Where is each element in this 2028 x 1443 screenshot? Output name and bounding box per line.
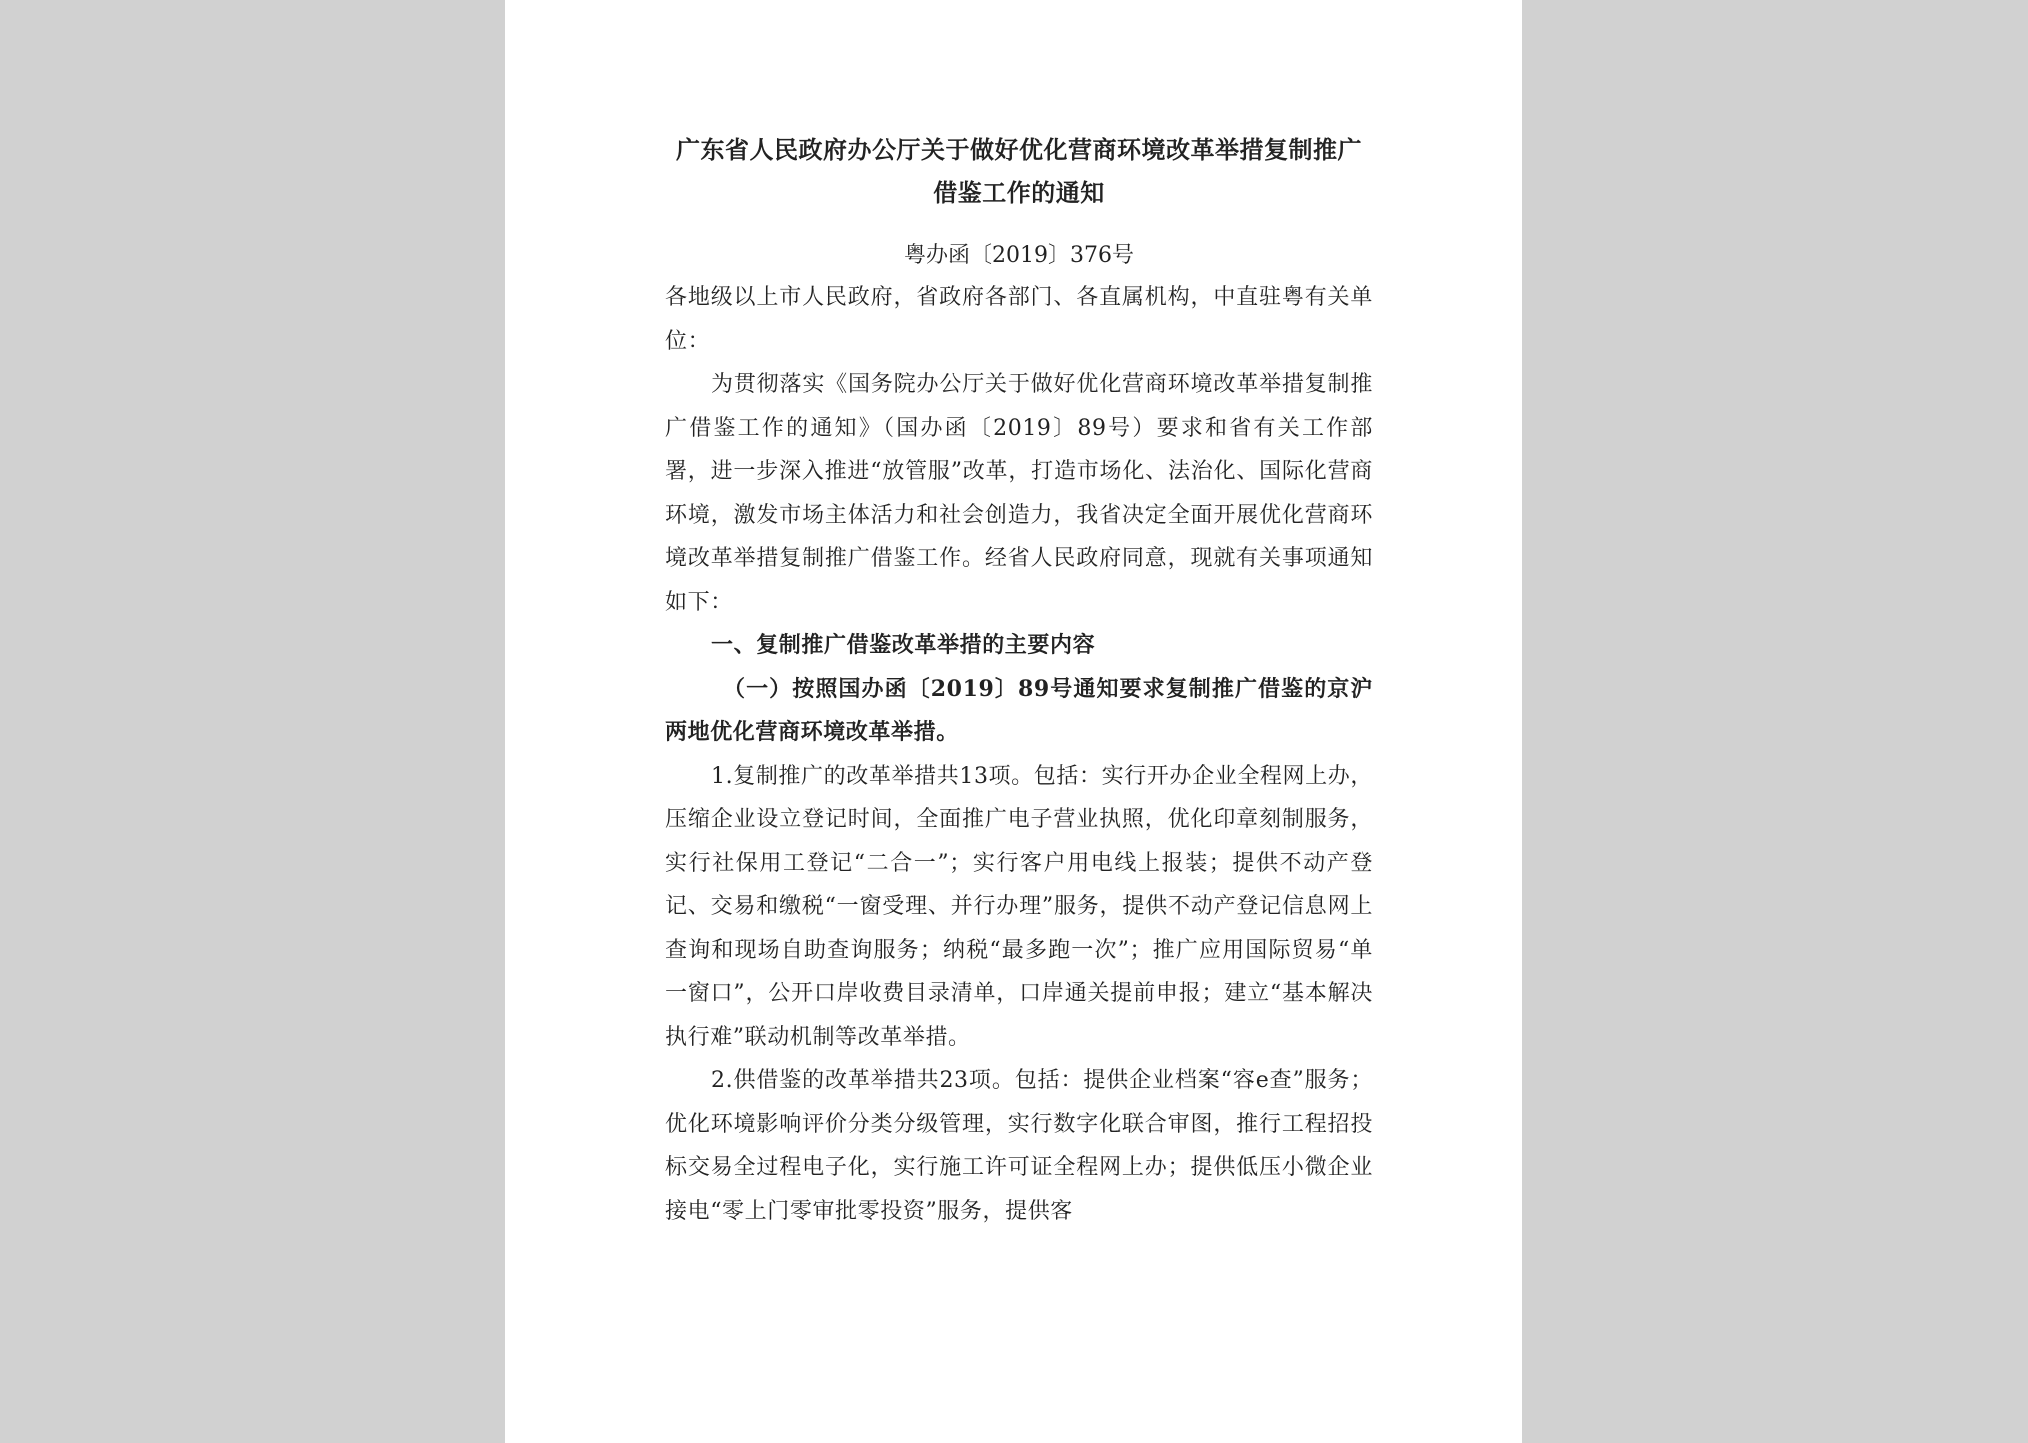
list-item-2: 2.供借鉴的改革举措共23项。包括：提供企业档案“容e查”服务；优化环境影响评价分类分级管理，实行数字化联合审图，推行工程招投标交易全过程电子化，实行施工许可证全程网上办；提供低压小微企业接电“零上门零审批零投资”服务，提供客 [665,1068,1373,1224]
section-heading-1: 一、复制推广借鉴改革举措的主要内容 [711,632,1096,658]
document-page [505,0,1522,1443]
document-title: 广东省人民政府办公厅关于做好优化营商环境改革举措复制推广借鉴工作的通知 [676,135,1362,207]
document-body [665,128,1373,1233]
subsection-heading-1: （一）按照国办函〔2019〕89号通知要求复制推广借鉴的京沪两地优化营商环境改革举措。 [665,675,1373,745]
list-item-1: 1.复制推广的改革举措共13项。包括：实行开办企业全程网上办，压缩企业设立登记时间，全面推广电子营业执照，优化印章刻制服务，实行社保用工登记“二合一”；实行客户用电线上报装；提供不动产登记、交易和缴税“一窗受理、并行办理”服务，提供不动产登记信息网上查询和现场自助查询服务；纳税“最多跑一次”；推广应用国际贸易“单一窗口”，公开口岸收费目录清单，口岸通关提前申报；建立“基本解决执行难”联动机制等改革举措。 [665,763,1373,1050]
salutation: 各地级以上市人民政府，省政府各部门、各直属机构，中直驻粤有关单位： [665,285,1373,354]
document-number: 粤办函〔2019〕376号 [904,243,1134,268]
intro-paragraph: 为贯彻落实《国务院办公厅关于做好优化营商环境改革举措复制推广借鉴工作的通知》（国办函〔2019〕89号）要求和省有关工作部署，进一步深入推进“放管服”改革，打造市场化、法治化、国际化营商环境，激发市场主体活力和社会创造力，我省决定全面开展优化营商环境改革举措复制推广借鉴工作。经省人民政府同意，现就有关事项通知如下： [665,372,1373,615]
